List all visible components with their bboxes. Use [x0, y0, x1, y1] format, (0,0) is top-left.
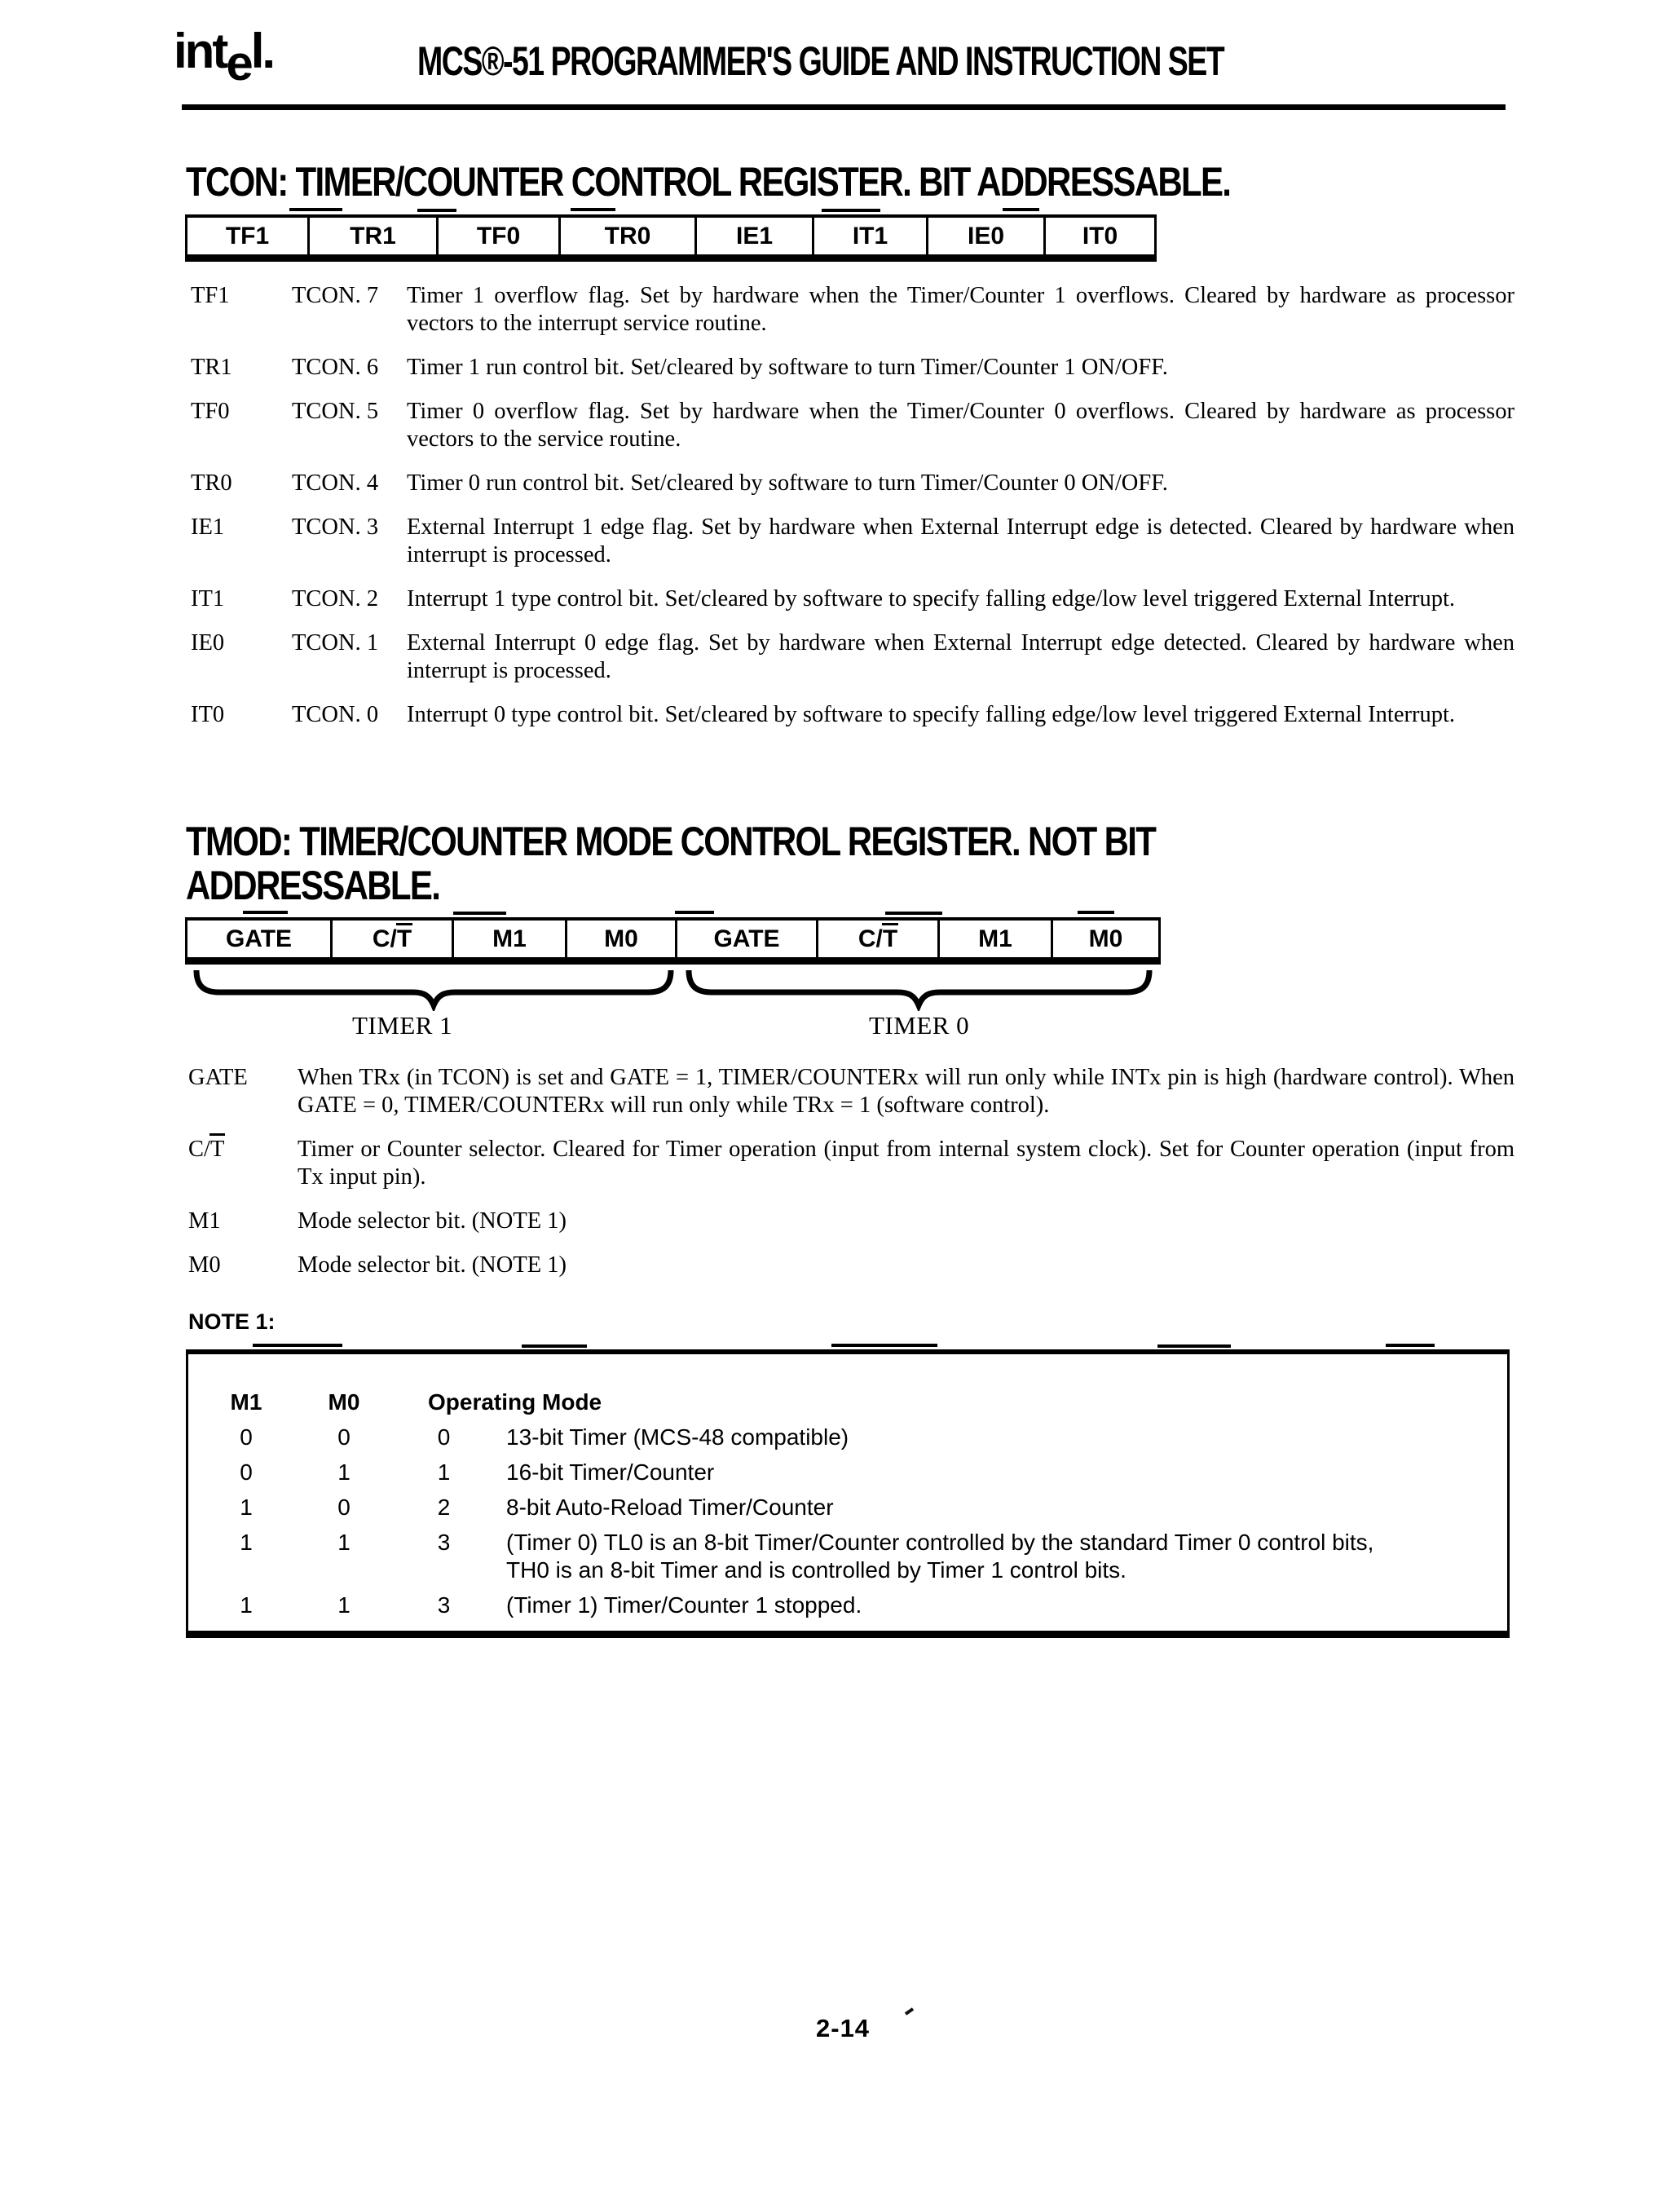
note-m0-value: 0	[337, 1424, 351, 1450]
note-mode-description: 13-bit Timer (MCS-48 compatible)	[506, 1424, 849, 1450]
field-term-label: M0	[188, 1252, 221, 1278]
note-m0-value: 1	[337, 1459, 351, 1485]
register-bit-label: M0	[1088, 925, 1123, 952]
tcon-section-heading: TCON: TIMER/COUNTER CONTROL REGISTER. BIT ADDRESSABLE.	[186, 159, 1231, 205]
field-description: Timer or Counter selector. Cleared for Timer operation (input from internal system clock). Set for Counter operation (input from Tx input pin).	[298, 1137, 1514, 1190]
field-term-label: C/T	[188, 1137, 225, 1162]
note-mode-value: 1	[437, 1459, 451, 1485]
scan-artifact	[522, 1344, 587, 1348]
note-m1-value: 1	[240, 1495, 253, 1520]
field-description: Mode selector bit. (NOTE 1)	[298, 1208, 567, 1234]
note-mode-description: (Timer 1) Timer/Counter 1 stopped.	[506, 1592, 862, 1618]
register-bit-label: GATE	[225, 925, 293, 952]
bit-name: IT1	[191, 586, 225, 612]
register-bit-label: TR1	[350, 222, 396, 249]
field-definition-row	[187, 1208, 1514, 1235]
intel-logo	[174, 23, 274, 91]
register-bit-cell	[187, 921, 333, 957]
note-m1-value: 0	[240, 1459, 253, 1485]
note-mode-description: 16-bit Timer/Counter	[506, 1459, 715, 1485]
overline-t: T	[396, 925, 412, 952]
register-bit-label: TF1	[225, 222, 270, 249]
note-table-body	[201, 1424, 1507, 1619]
note-m1-value: 0	[240, 1424, 253, 1450]
scan-artifact	[253, 1344, 342, 1347]
note-header-m1: M1	[230, 1389, 262, 1415]
register-bit-cell	[1053, 921, 1158, 957]
register-bit-label: TR0	[604, 222, 651, 249]
register-bit-label: C/T	[372, 925, 412, 952]
bit-name: IT0	[191, 702, 225, 727]
tcon-bit-definitions	[185, 282, 1514, 745]
timer0-group-label: TIMER 0	[869, 1011, 970, 1040]
register-bit-label: GATE	[713, 925, 780, 952]
register-bit-label: M1	[492, 925, 527, 952]
bit-description: Timer 0 run control bit. Set/cleared by software to turn Timer/Counter 0 ON/OFF.	[407, 470, 1168, 496]
bit-definition-row	[185, 701, 1514, 729]
bit-description: Timer 1 overflow flag. Set by hardware when the Timer/Counter 1 overflows. Cleared by hardware as processor vectors to the interrupt service routine.	[407, 283, 1514, 336]
scan-artifact	[1157, 1344, 1231, 1348]
tmod-register-table	[185, 917, 1161, 965]
note-table-row	[201, 1494, 1507, 1521]
note-m0-value: 1	[337, 1592, 351, 1618]
intel-logo-dropped-e: e	[226, 36, 251, 91]
bit-name: TF1	[191, 283, 230, 308]
bit-position: TCON. 1	[292, 630, 379, 656]
tmod-heading-line1: TMOD: TIMER/COUNTER MODE CONTROL REGISTER. NOT BIT	[186, 819, 1156, 864]
register-bit-label: M0	[604, 925, 638, 952]
register-bit-label: C/T	[858, 925, 898, 952]
field-term	[187, 1064, 298, 1119]
note-m0-value: 1	[337, 1530, 351, 1555]
note-table-row	[201, 1592, 1507, 1619]
note-mode-value: 2	[437, 1495, 451, 1520]
field-definition-row	[187, 1136, 1514, 1191]
timer1-group-label: TIMER 1	[352, 1011, 453, 1040]
bit-definition-row	[185, 398, 1514, 453]
bit-definition-row	[185, 629, 1514, 685]
register-bit-cell	[814, 218, 928, 254]
document-title: MCS®-51 PROGRAMMER'S GUIDE AND INSTRUCTION SET	[417, 38, 1224, 84]
field-term	[187, 1252, 298, 1279]
note-mode-value: 0	[437, 1424, 451, 1450]
bit-definition-row	[185, 585, 1514, 613]
intel-logo-text-end: l	[250, 24, 262, 78]
field-term	[187, 1136, 298, 1191]
scan-artifact	[417, 209, 456, 212]
note-mode-value: 3	[437, 1530, 451, 1555]
bit-position: TCON. 4	[292, 470, 379, 496]
note-header-operating-mode: Operating Mode	[428, 1389, 602, 1415]
bit-position: TCON. 0	[292, 702, 379, 727]
header-rule	[182, 104, 1506, 110]
bit-definition-row	[185, 354, 1514, 382]
bit-position: TCON. 2	[292, 586, 379, 612]
scan-artifact	[1078, 911, 1114, 914]
register-bit-label: IE0	[967, 222, 1005, 249]
bit-definition-row	[185, 470, 1514, 497]
bit-description: Interrupt 0 type control bit. Set/cleared by software to specify falling edge/low level triggered External Interrupt.	[407, 702, 1456, 727]
field-term-label: GATE	[188, 1065, 248, 1090]
bit-description: External Interrupt 1 edge flag. Set by hardware when External Interrupt edge is detected. Cleared by hardware when interrupt is processed.	[407, 514, 1514, 567]
timer1-brace-icon	[196, 970, 671, 1005]
bit-name: IE0	[191, 630, 225, 656]
bit-position: TCON. 3	[292, 514, 379, 540]
tcon-register-table	[185, 214, 1157, 262]
bit-description: External Interrupt 0 edge flag. Set by hardware when External Interrupt edge detected. Cleared by hardware when interrupt is processed.	[407, 630, 1514, 683]
scan-artifact	[822, 209, 880, 212]
bit-position: TCON. 5	[292, 399, 379, 424]
field-term-label: M1	[188, 1208, 221, 1234]
note-m0-value: 0	[337, 1495, 351, 1520]
bit-position: TCON. 6	[292, 355, 379, 380]
field-description: Mode selector bit. (NOTE 1)	[298, 1252, 567, 1278]
register-bit-cell	[940, 921, 1053, 957]
bit-description: Interrupt 1 type control bit. Set/cleared by software to specify falling edge/low level triggered External Interrupt.	[407, 586, 1456, 612]
register-bit-label: IT0	[1082, 222, 1118, 249]
register-bit-label: TF0	[476, 222, 521, 249]
register-bit-cell	[310, 218, 439, 254]
note-table-header-row	[201, 1389, 1507, 1416]
bit-definition-row	[185, 282, 1514, 338]
scan-artifact	[571, 208, 615, 211]
scan-artifact	[675, 911, 714, 914]
note-m1-value: 1	[240, 1530, 253, 1555]
register-bit-cell	[567, 921, 677, 957]
register-bit-label: IT1	[852, 222, 888, 249]
register-bit-cell	[333, 921, 454, 957]
note-mode-value: 3	[437, 1592, 451, 1618]
scan-artifact	[453, 912, 506, 915]
tmod-heading-line2: ADDRESSABLE.	[186, 863, 440, 908]
register-bit-cell	[561, 218, 697, 254]
scan-artifact	[831, 1344, 937, 1347]
bit-description: Timer 1 run control bit. Set/cleared by software to turn Timer/Counter 1 ON/OFF.	[407, 355, 1168, 380]
note-table-row	[201, 1459, 1507, 1486]
tmod-section-heading	[186, 819, 1155, 907]
register-bit-cell	[439, 218, 561, 254]
bit-name: IE1	[191, 514, 225, 540]
field-definition-row	[187, 1064, 1514, 1119]
note1-operating-mode-table	[186, 1349, 1510, 1638]
scan-artifact	[905, 2007, 914, 2016]
intel-logo-text: int	[174, 24, 227, 78]
bit-definition-row	[185, 514, 1514, 569]
note-table-row	[201, 1424, 1507, 1451]
register-bit-cell	[187, 218, 310, 254]
note-mode-description: 8-bit Auto-Reload Timer/Counter	[506, 1495, 834, 1520]
bit-position: TCON. 7	[292, 283, 379, 308]
scan-artifact	[1386, 1344, 1435, 1347]
register-bit-cell	[454, 921, 567, 957]
overline-t: T	[209, 1137, 225, 1162]
bit-name: TF0	[191, 399, 230, 424]
register-bit-cell	[677, 921, 818, 957]
bit-name: TR1	[191, 355, 232, 380]
timer0-brace-icon	[689, 970, 1149, 1005]
scan-artifact	[243, 911, 288, 914]
timer-group-braces	[185, 969, 1161, 1011]
scan-artifact	[885, 912, 942, 915]
register-bit-label: M1	[978, 925, 1012, 952]
note1-label: NOTE 1:	[188, 1309, 276, 1334]
page-number: 2-14	[816, 2014, 871, 2042]
scan-artifact	[289, 208, 342, 211]
field-term	[187, 1208, 298, 1235]
bit-description: Timer 0 overflow flag. Set by hardware when the Timer/Counter 0 overflows. Cleared by hardware as processor vectors to the service routine.	[407, 399, 1514, 452]
note-table-row	[201, 1529, 1507, 1584]
note-mode-description: (Timer 0) TL0 is an 8-bit Timer/Counter controlled by the standard Timer 0 control bits, TH0 is an 8-bit Timer and is controlled by Timer 1 control bits.	[506, 1530, 1374, 1583]
field-description: When TRx (in TCON) is set and GATE = 1, TIMER/COUNTERx will run only while INTx pin is high (hardware control). When GATE = 0, TIMER/COUNTERx will run only while TRx = 1 (software control).	[298, 1065, 1514, 1118]
register-bit-cell	[1046, 218, 1154, 254]
register-bit-cell	[928, 218, 1046, 254]
register-bit-cell	[697, 218, 814, 254]
register-bit-cell	[818, 921, 940, 957]
register-bit-label: IE1	[735, 222, 774, 249]
note-header-m0: M0	[328, 1389, 360, 1415]
bit-name: TR0	[191, 470, 232, 496]
tmod-field-definitions	[187, 1064, 1514, 1296]
intel-logo-dot: .	[262, 24, 274, 78]
overline-t: T	[882, 925, 898, 952]
field-definition-row	[187, 1252, 1514, 1279]
note-m1-value: 1	[240, 1592, 253, 1618]
scan-artifact	[1003, 208, 1039, 211]
